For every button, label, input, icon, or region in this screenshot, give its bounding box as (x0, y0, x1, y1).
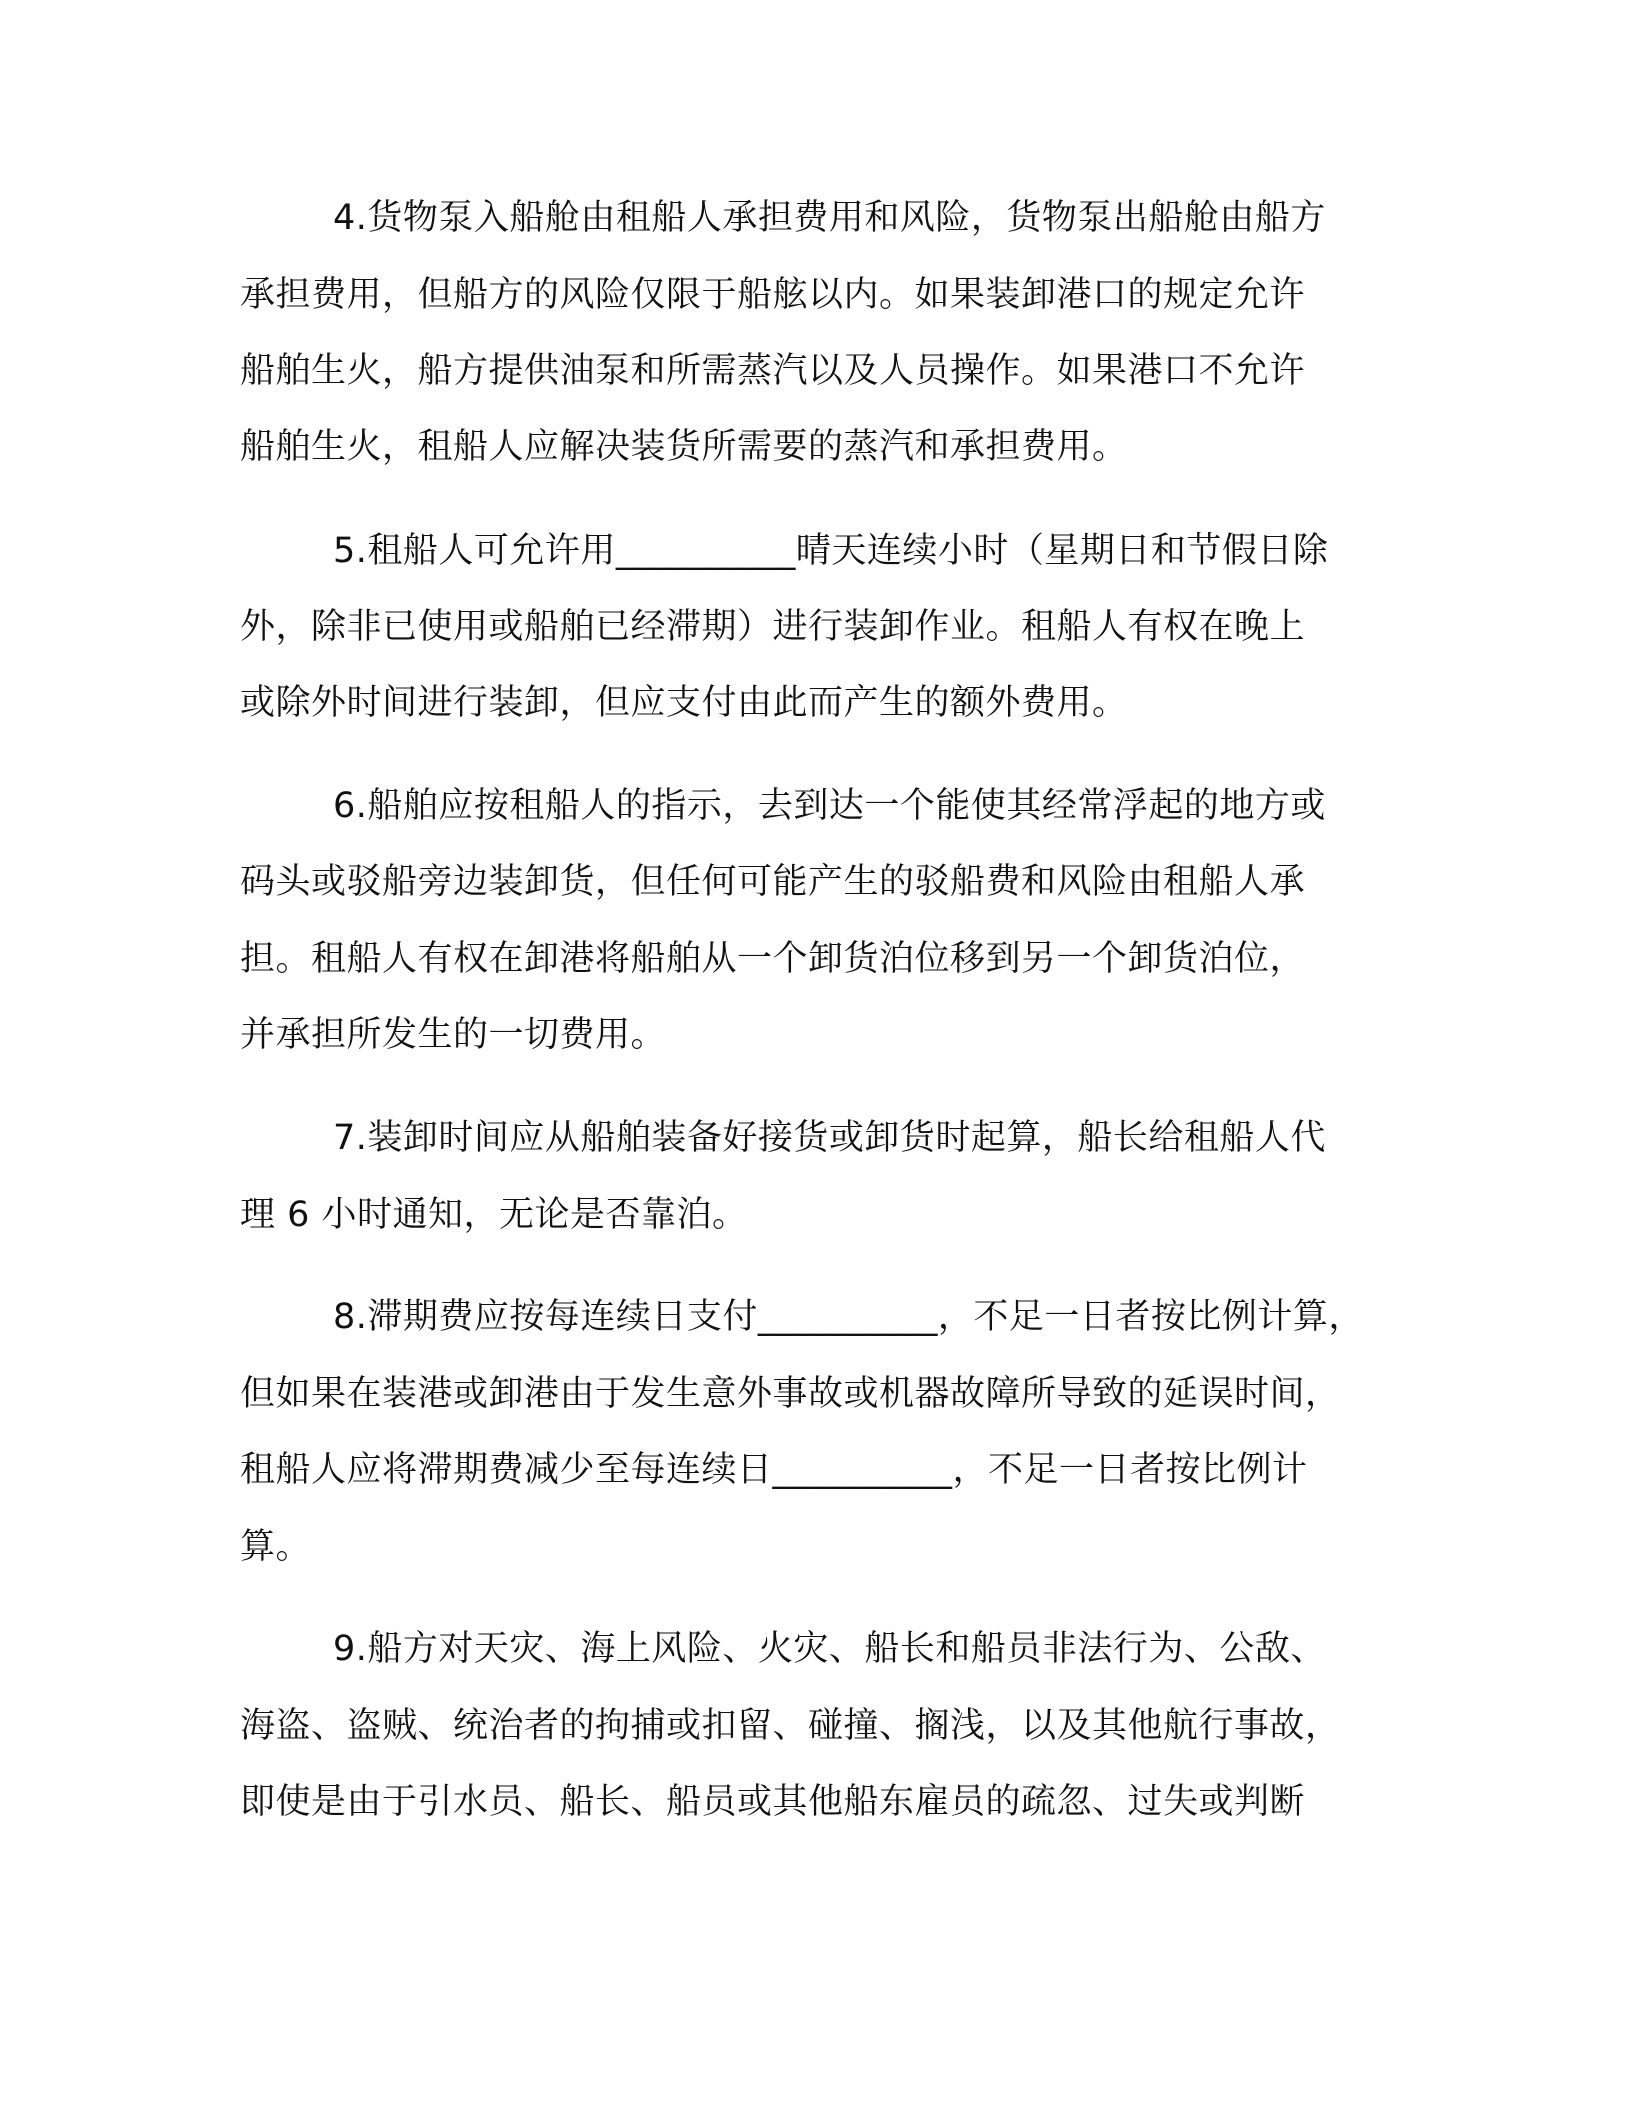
clause-7-line-2: 理 6 小时通知，无论是否靠泊。 (240, 1195, 748, 1235)
clause-4-line-2: 承担费用，但船方的风险仅限于船舷以内。如果装卸港口的规定允许 (240, 275, 1306, 315)
clause-9-line-2: 海盗、盗贼、统治者的拘捕或扣留、碰撞、搁浅，以及其他航行事故， (240, 1706, 1341, 1746)
clause-4-line-1: 4.货物泵入船舱由租船人承担费用和风险，货物泵出船舱由船方 (333, 198, 1326, 238)
clause-6-line-4: 并承担所发生的一切费用。 (240, 1015, 667, 1055)
clause-4-line-3: 船舶生火，船方提供油泵和所需蒸汽以及人员操作。如果港口不允许 (240, 351, 1306, 391)
clause-5-line-2: 外，除非已使用或船舶已经滞期）进行装卸作业。租船人有权在晚上 (240, 607, 1306, 647)
clause-8-line-2: 但如果在装港或卸港由于发生意外事故或机器故障所导致的延误时间， (240, 1374, 1341, 1414)
clause-9-line-1: 9.船方对天灾、海上风险、火灾、船长和船员非法行为、公敌、 (333, 1629, 1326, 1669)
clause-4-line-4: 船舶生火，租船人应解决装货所需要的蒸汽和承担费用。 (240, 427, 1128, 467)
clause-8-line-1: 8.滞期费应按每连续日支付__________，不足一日者按比例计算， (333, 1297, 1364, 1337)
clause-8-line-4: 算。 (240, 1527, 312, 1567)
clause-9-line-3: 即使是由于引水员、船长、船员或其他船东雇员的疏忽、过失或判断 (240, 1782, 1306, 1822)
clause-5-line-1: 5.租船人可允许用__________晴天连续小时（星期日和节假日除 (333, 531, 1329, 571)
clause-6-line-3: 担。租船人有权在卸港将船舶从一个卸货泊位移到另一个卸货泊位， (240, 939, 1306, 979)
clause-7-line-1: 7.装卸时间应从船舶装备好接货或卸货时起算，船长给租船人代 (333, 1118, 1326, 1158)
clause-6-line-1: 6.船舶应按租船人的指示，去到达一个能使其经常浮起的地方或 (333, 786, 1326, 826)
clause-8-line-3: 租船人应将滞期费减少至每连续日__________，不足一日者按比例计 (240, 1450, 1308, 1490)
clause-5-line-3: 或除外时间进行装卸，但应支付由此而产生的额外费用。 (240, 683, 1128, 723)
clause-6-line-2: 码头或驳船旁边装卸货，但任何可能产生的驳船费和风险由租船人承 (240, 862, 1306, 902)
